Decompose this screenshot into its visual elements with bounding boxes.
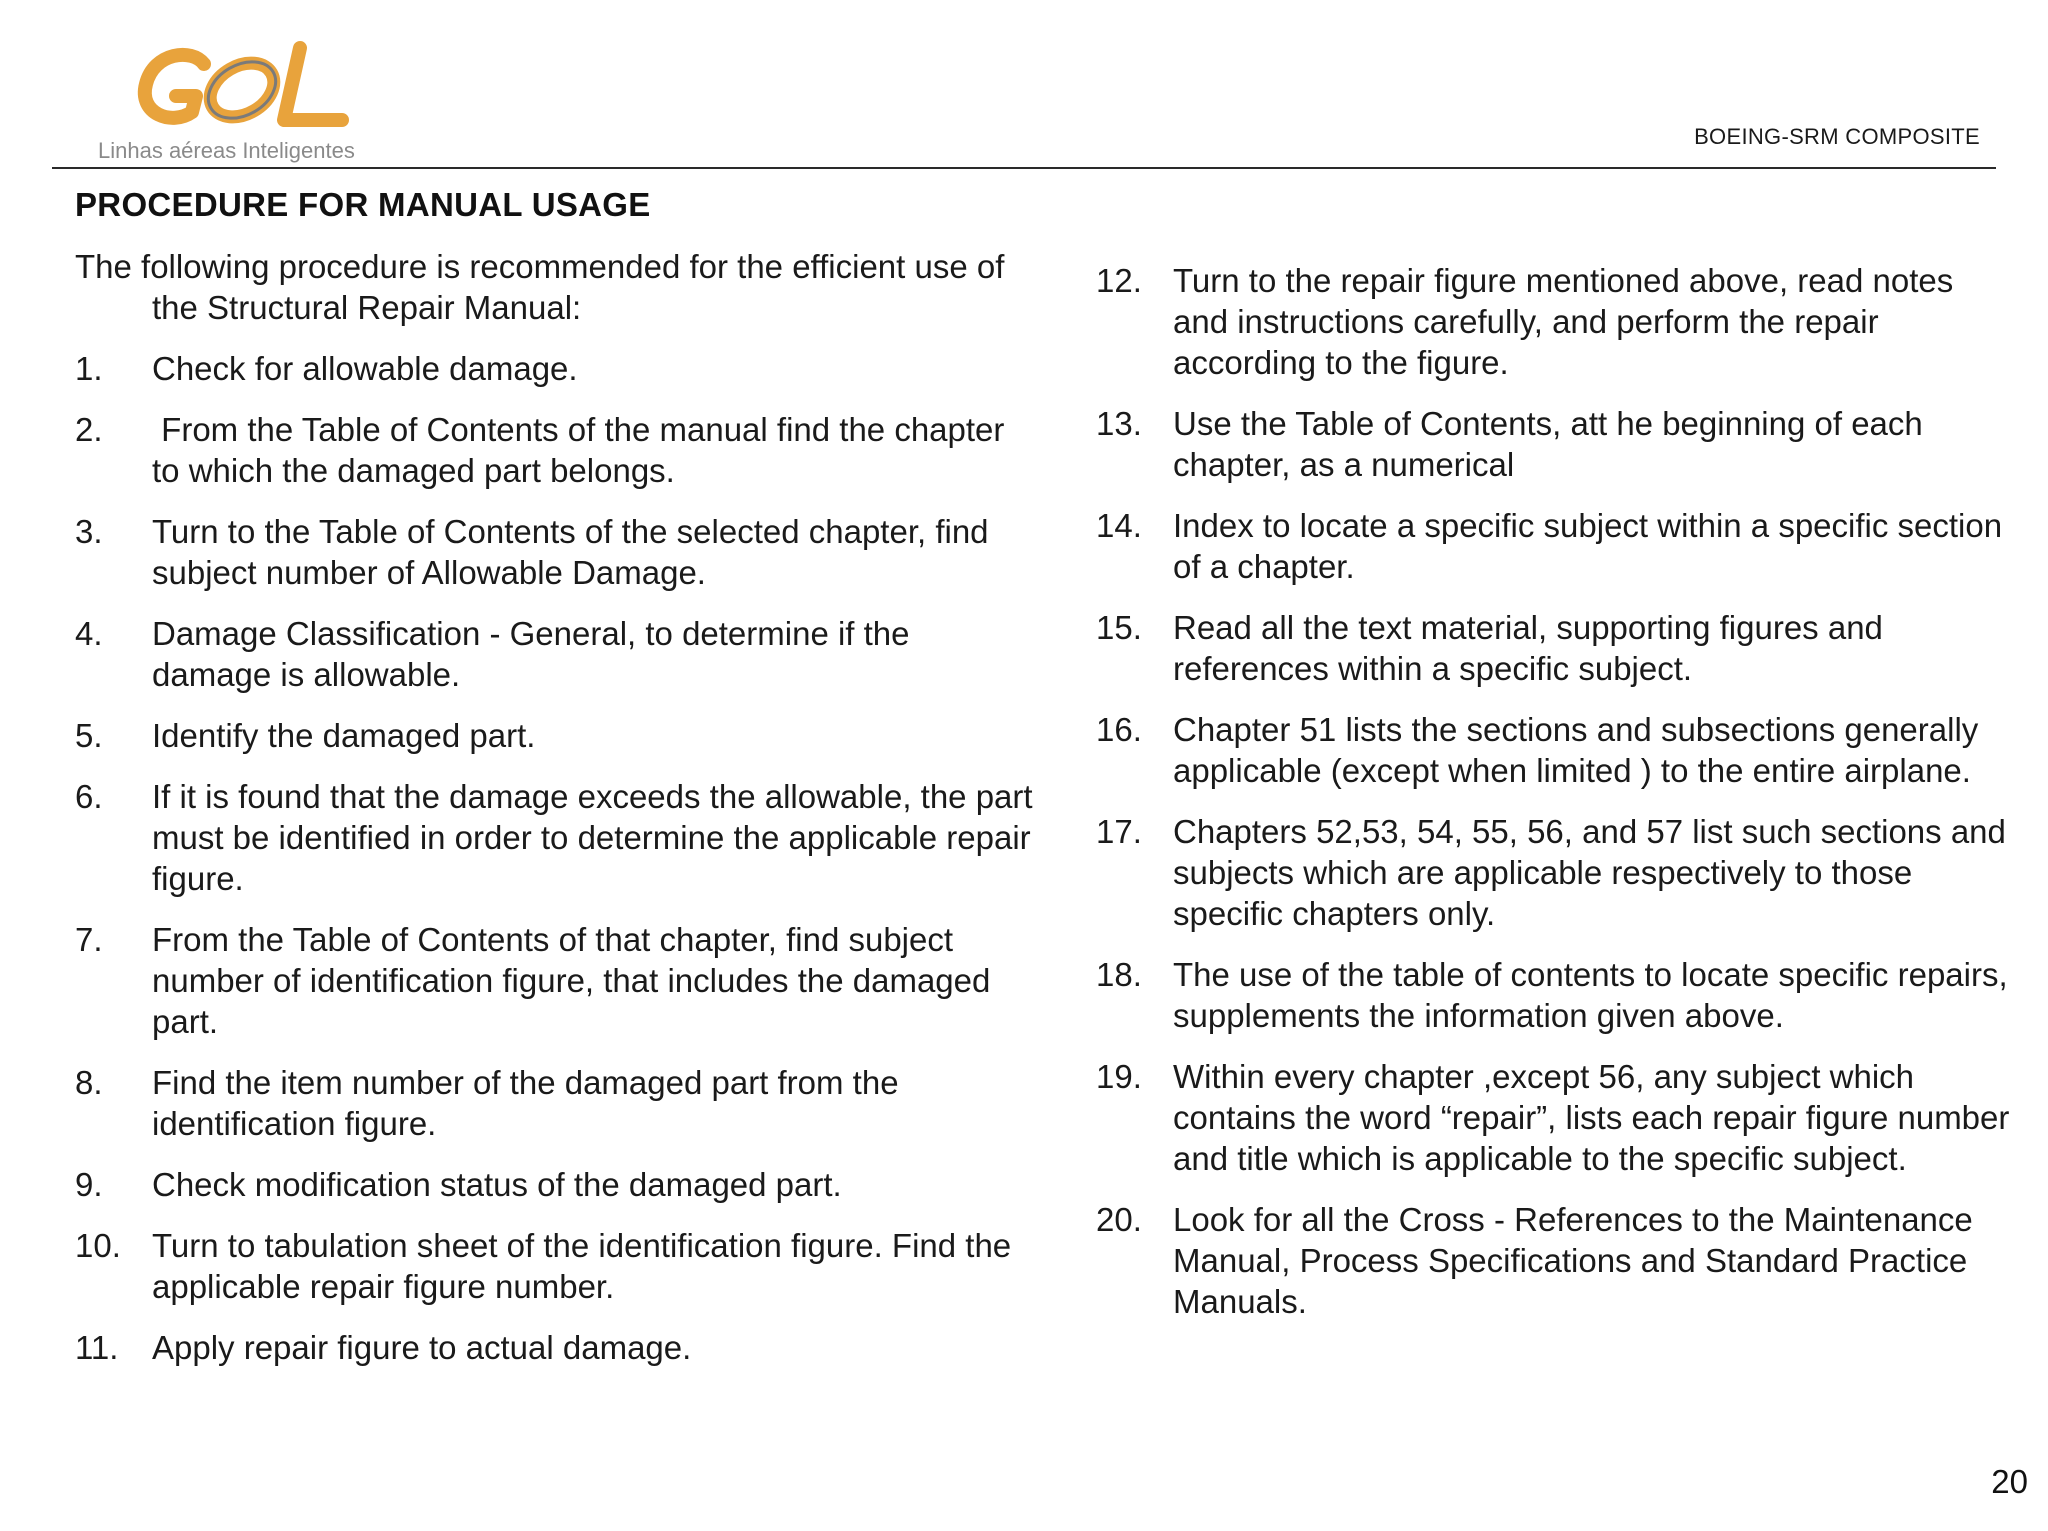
step-number: 11. xyxy=(75,1329,119,1366)
step-number: 5. xyxy=(75,717,103,754)
step-text: Use the Table of Contents, att he beginning of each chapter, as a numerical xyxy=(1173,405,1932,483)
procedure-step xyxy=(1096,403,2016,485)
step-number: 20. xyxy=(1096,1201,1142,1238)
step-number: 8. xyxy=(75,1064,103,1101)
procedure-step xyxy=(75,613,1035,695)
header-divider xyxy=(52,167,1996,169)
step-text: Read all the text material, supporting figures and references within a specific subject. xyxy=(1173,609,1893,687)
procedure-step xyxy=(1096,954,2016,1036)
step-text: Index to locate a specific subject within a specific section of a chapter. xyxy=(1173,507,2012,585)
step-number: 14. xyxy=(1096,507,1142,544)
procedure-step xyxy=(75,511,1035,593)
step-text: Check modification status of the damaged part. xyxy=(152,1166,842,1203)
step-text: From the Table of Contents of the manual find the chapter to which the damaged part belongs. xyxy=(152,411,1014,489)
procedure-step xyxy=(1096,505,2016,587)
step-number: 18. xyxy=(1096,956,1142,993)
intro-paragraph: The following procedure is recommended for the efficient use of the Structural Repair Manual: xyxy=(75,248,1005,326)
procedure-step xyxy=(1096,607,2016,689)
left-column xyxy=(75,246,1042,1388)
procedure-step xyxy=(1096,1199,2016,1322)
procedure-step xyxy=(75,348,1035,389)
procedure-step xyxy=(75,1062,1035,1144)
gol-logo-mark xyxy=(134,34,354,138)
step-number: 10. xyxy=(75,1227,121,1264)
step-text: Within every chapter ,except 56, any subject which contains the word “repair”, lists each repair figure number and title which is applicable to the specific subject. xyxy=(1173,1058,2019,1177)
procedure-step xyxy=(75,715,1035,756)
procedure-step xyxy=(75,1225,1035,1307)
step-number: 7. xyxy=(75,921,103,958)
step-text: Chapters 52,53, 54, 55, 56, and 57 list such sections and subjects which are applicable respectively to those specific chapters only. xyxy=(1173,813,2016,932)
document-label: BOEING-SRM COMPOSITE xyxy=(1694,124,1980,149)
right-column xyxy=(1096,260,2019,1342)
step-number: 17. xyxy=(1096,813,1142,850)
left-procedure-list xyxy=(75,348,1042,1368)
step-text: Turn to the Table of Contents of the selected chapter, find subject number of Allowable Damage. xyxy=(152,513,998,591)
step-text: Identify the damaged part. xyxy=(152,717,536,754)
step-text: If it is found that the damage exceeds the allowable, the part must be identified in order to determine the applicable repair figure. xyxy=(152,778,1042,897)
step-number: 12. xyxy=(1096,262,1142,299)
procedure-step xyxy=(75,776,1042,899)
procedure-step xyxy=(1096,811,2016,934)
step-number: 9. xyxy=(75,1166,103,1203)
step-text: Turn to tabulation sheet of the identification figure. Find the applicable repair figure number. xyxy=(152,1227,1021,1305)
step-text: From the Table of Contents of that chapter, find subject number of identification figure, that includes the damaged part. xyxy=(152,921,1000,1040)
procedure-step xyxy=(1096,709,2016,791)
logo-tagline: Linhas aéreas Inteligentes xyxy=(98,138,355,163)
step-number: 13. xyxy=(1096,405,1142,442)
procedure-step xyxy=(1096,260,2016,383)
step-text: Look for all the Cross - References to the Maintenance Manual, Process Specifications and Standard Practice Manuals. xyxy=(1173,1201,1982,1320)
step-text: Turn to the repair figure mentioned above, read notes and instructions carefully, and perform the repair according to the figure. xyxy=(1173,262,1963,381)
procedure-step xyxy=(75,409,1035,491)
step-number: 6. xyxy=(75,778,103,815)
step-number: 16. xyxy=(1096,711,1142,748)
step-text: Damage Classification - General, to determine if the damage is allowable. xyxy=(152,615,919,693)
right-procedure-list xyxy=(1096,260,2019,1322)
procedure-step xyxy=(75,1327,1035,1368)
page-title: PROCEDURE FOR MANUAL USAGE xyxy=(75,186,651,223)
step-text: Find the item number of the damaged part from the identification figure. xyxy=(152,1064,908,1142)
page-number: 20 xyxy=(1991,1463,2028,1500)
gol-logo xyxy=(98,34,378,166)
step-text: Check for allowable damage. xyxy=(152,350,578,387)
procedure-step xyxy=(75,919,1035,1042)
step-number: 15. xyxy=(1096,609,1142,646)
step-number: 19. xyxy=(1096,1058,1142,1095)
procedure-step xyxy=(1096,1056,2019,1179)
step-text: Chapter 51 lists the sections and subsections generally applicable (except when limited ) to the entire airplane. xyxy=(1173,711,1988,789)
procedure-step xyxy=(75,1164,1035,1205)
step-number: 3. xyxy=(75,513,103,550)
step-number: 1. xyxy=(75,350,103,387)
step-text: Apply repair figure to actual damage. xyxy=(152,1329,692,1366)
step-number: 4. xyxy=(75,615,103,652)
step-number: 2. xyxy=(75,411,103,448)
step-text: The use of the table of contents to locate specific repairs, supplements the information given above. xyxy=(1173,956,2017,1034)
